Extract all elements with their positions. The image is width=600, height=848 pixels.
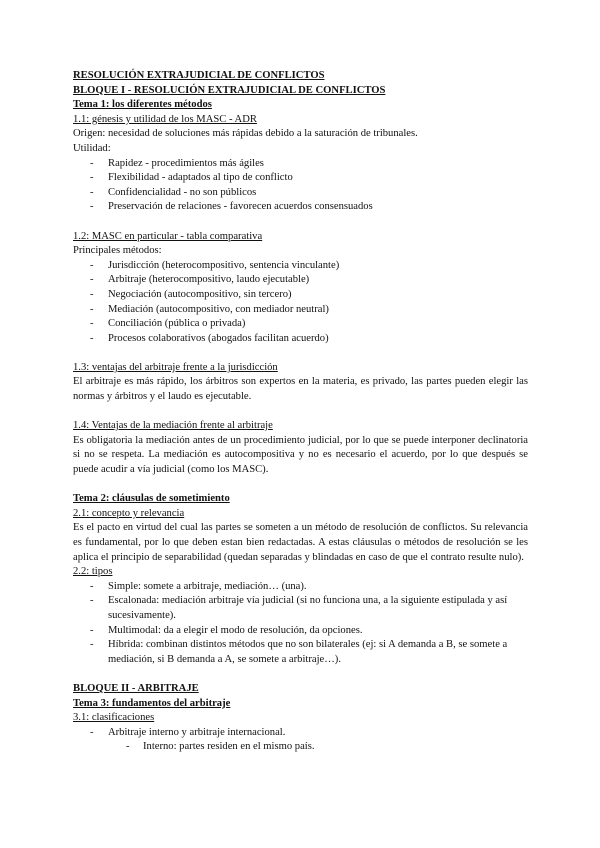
list-item: - Negociación (autocompositivo, sin tercero): [90, 288, 292, 300]
section-2-1-heading: 2.1: concepto y relevancia: [73, 507, 185, 519]
list-item: - Jurisdicción (heterocompositivo, sentencia vinculante): [90, 259, 340, 271]
document-title: RESOLUCIÓN EXTRAJUDICIAL DE CONFLICTOS: [73, 70, 325, 81]
list-item: - Mediación (autocompositivo, con mediador neutral): [90, 303, 329, 315]
section-1-3-text: El arbitraje es más rápido, los árbitros son expertos en la materia, es privado, las partes pueden elegir las normas y árbitros y el laudo es ejecutable.: [73, 376, 528, 403]
sub-list-item: - Interno: partes residen en el mismo país.: [126, 741, 315, 753]
origen-text: Origen: necesidad de soluciones más rápidas debido a la saturación de tribunales.: [73, 128, 418, 140]
document-body: [73, 69, 528, 755]
section-2-1-text: Es el pacto en virtud del cual las partes se someten a un método de resolución de conflictos. Su relevancia es fundamental, por lo que deben estan bien redactadas. A estas cláusulas o métodos de resolución se les aplica el principio de separabilidad (quedan separadas y blindadas en caso de que el contrato resulte nulo).: [73, 522, 528, 563]
list-item: - Escalonada: mediación arbitraje vía judicial (si no funciona una, a la siguiente estipulada y así sucesivamente).: [90, 595, 508, 621]
list-item: - Simple: somete a arbitraje, mediación… (una).: [90, 580, 307, 592]
list-item: - Híbrida: combinan distintos métodos que no son bilaterales (ej: si A demanda a B, se somete a mediación, si B demanda a A, se somete a arbitraje…).: [90, 639, 508, 665]
tema-2-heading: Tema 2: cláusulas de sometimiento: [73, 493, 230, 505]
metodos-intro: Principales métodos:: [73, 245, 162, 257]
section-1-4-heading: 1.4: Ventajas de la mediación frente al arbitraje: [73, 420, 273, 432]
section-1-3-heading: 1.3: ventajas del arbitraje frente a la jurisdicción: [73, 361, 278, 373]
section-1-2-heading: 1.2: MASC en particular - tabla comparativa: [73, 230, 263, 242]
list-item: - Rapidez - procedimientos más ágiles: [90, 157, 264, 169]
list-item: - Preservación de relaciones - favorecen acuerdos consensuados: [90, 201, 373, 213]
utilidad-label: Utilidad:: [73, 142, 111, 154]
tema-3-heading: Tema 3: fundamentos del arbitraje: [73, 697, 231, 709]
section-1-1-heading: 1.1: génesis y utilidad de los MASC - ADR: [73, 113, 257, 125]
list-item: - Arbitraje interno y arbitraje internacional.: [90, 726, 286, 738]
section-1-4-text: Es obligatoria la mediación antes de un procedimiento judicial, por lo que se puede interponer declinatoria si no se respeta. La mediación es autocompositiva y no es necesario el acuerdo, por lo que después se puede acudir a vía judicial (como los MASC).: [73, 434, 528, 476]
bloque-2-heading: BLOQUE II - ARBITRAJE: [73, 682, 199, 694]
list-item: - Conciliación (pública o privada): [90, 318, 246, 330]
list-item: - Confidencialidad - no son públicos: [90, 186, 257, 198]
list-item: - Flexibilidad - adaptados al tipo de conflicto: [90, 172, 293, 184]
section-3-1-heading: 3.1: clasificaciones: [73, 712, 155, 724]
list-item: - Procesos colaborativos (abogados facilitan acuerdo): [90, 332, 329, 344]
list-item: - Arbitraje (heterocompositivo, laudo ejecutable): [90, 274, 310, 286]
tema-1-heading: Tema 1: los diferentes métodos: [73, 99, 212, 111]
section-2-2-heading: 2.2: tipos: [73, 566, 113, 578]
list-item: - Multimodal: da a elegir el modo de resolución, da opciones.: [90, 624, 363, 636]
bloque-1-heading: BLOQUE I - RESOLUCIÓN EXTRAJUDICIAL DE CONFLICTOS: [73, 84, 386, 96]
